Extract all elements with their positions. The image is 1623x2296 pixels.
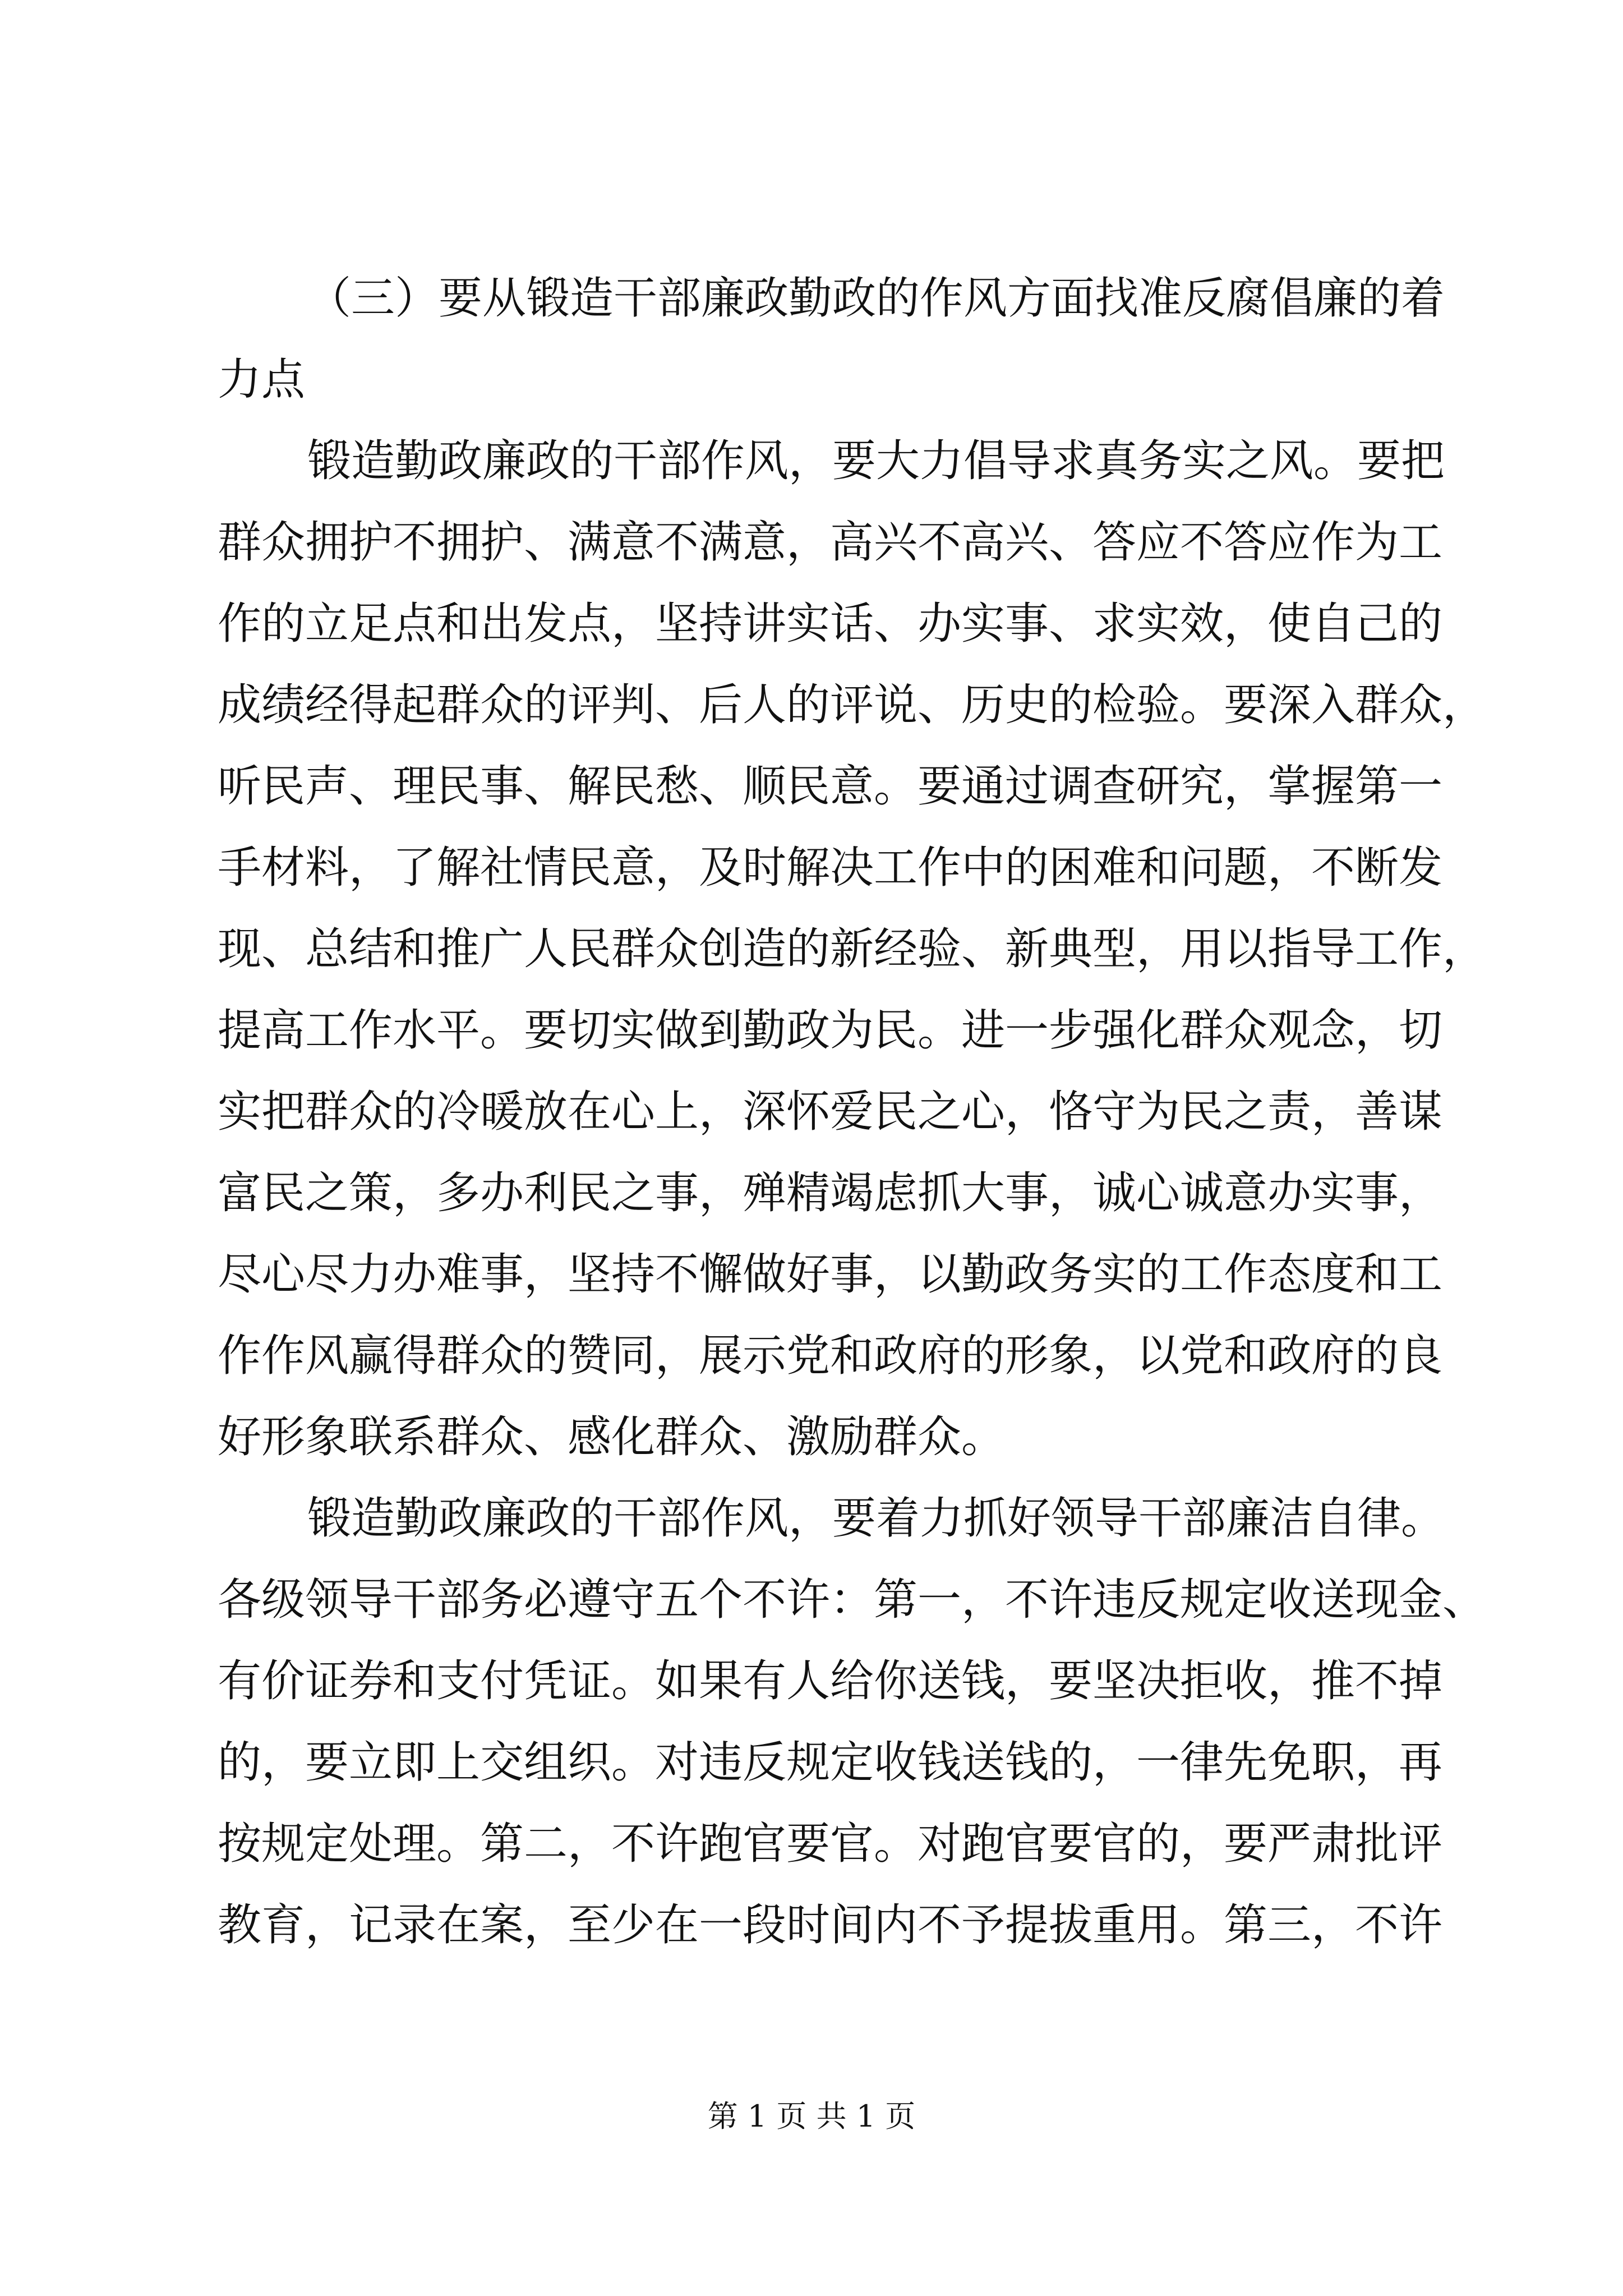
paragraph-1-line-1: 锻造勤政廉政的干部作风，要大力倡导求真务实之风。要把 <box>307 436 1445 486</box>
paragraph-2-line-3: 有价证券和支付凭证。如果有人给你送钱，要坚决拒收，推不掉 <box>218 1656 1443 1706</box>
document-body <box>218 258 1487 1966</box>
paragraph-1-line-12: 作作风赢得群众的赞同，展示党和政府的形象，以党和政府的良 <box>218 1331 1443 1381</box>
paragraph-2-line-2: 各级领导干部务必遵守五个不许：第一，不许违反规定收送现金、 <box>218 1575 1487 1625</box>
paragraph-1-line-11: 尽心尽力办难事，坚持不懈做好事，以勤政务实的工作态度和工 <box>218 1249 1443 1300</box>
paragraph-2-line-6: 教育，记录在案，至少在一段时间内不予提拔重用。第三，不许 <box>218 1900 1443 1950</box>
section-heading-line-2: 力点 <box>218 355 306 405</box>
paragraph-2-line-4: 的，要立即上交组织。对违反规定收钱送钱的，一律先免职，再 <box>218 1737 1443 1788</box>
paragraph-1-line-13: 好形象联系群众、感化群众、激励群众。 <box>218 1412 1006 1462</box>
paragraph-1-line-9: 实把群众的冷暖放在心上，深怀爱民之心，恪守为民之责，善谋 <box>218 1087 1443 1137</box>
paragraph-1-line-5: 听民声、理民事、解民愁、顺民意。要通过调查研究，掌握第一 <box>218 761 1443 812</box>
paragraph-1-line-3: 作的立足点和出发点，坚持讲实话、办实事、求实效，使自己的 <box>218 599 1443 649</box>
paragraph-1-line-10: 富民之策，多办利民之事，殚精竭虑抓大事，诚心诚意办实事， <box>218 1168 1443 1218</box>
paragraph-1-line-7: 现、总结和推广人民群众创造的新经验、新典型，用以指导工作， <box>218 924 1487 974</box>
paragraph-1-line-2: 群众拥护不拥护、满意不满意，高兴不高兴、答应不答应作为工 <box>218 517 1443 568</box>
section-heading-line-1: （三）要从锻造干部廉政勤政的作风方面找准反腐倡廉的着 <box>307 273 1445 324</box>
paragraph-1-line-6: 手材料，了解社情民意，及时解决工作中的困难和问题，不断发 <box>218 843 1443 893</box>
paragraph-2-line-5: 按规定处理。第二，不许跑官要官。对跑官要官的，要严肃批评 <box>218 1819 1443 1869</box>
paragraph-1-line-8: 提高工作水平。要切实做到勤政为民。进一步强化群众观念，切 <box>218 1005 1443 1056</box>
paragraph-1-line-4: 成绩经得起群众的评判、后人的评说、历史的检验。要深入群众， <box>218 680 1487 730</box>
paragraph-2-line-1: 锻造勤政廉政的干部作风，要着力抓好领导干部廉洁自律。 <box>307 1493 1445 1544</box>
page-footer: 第 1 页 共 1 页 <box>707 2099 916 2134</box>
